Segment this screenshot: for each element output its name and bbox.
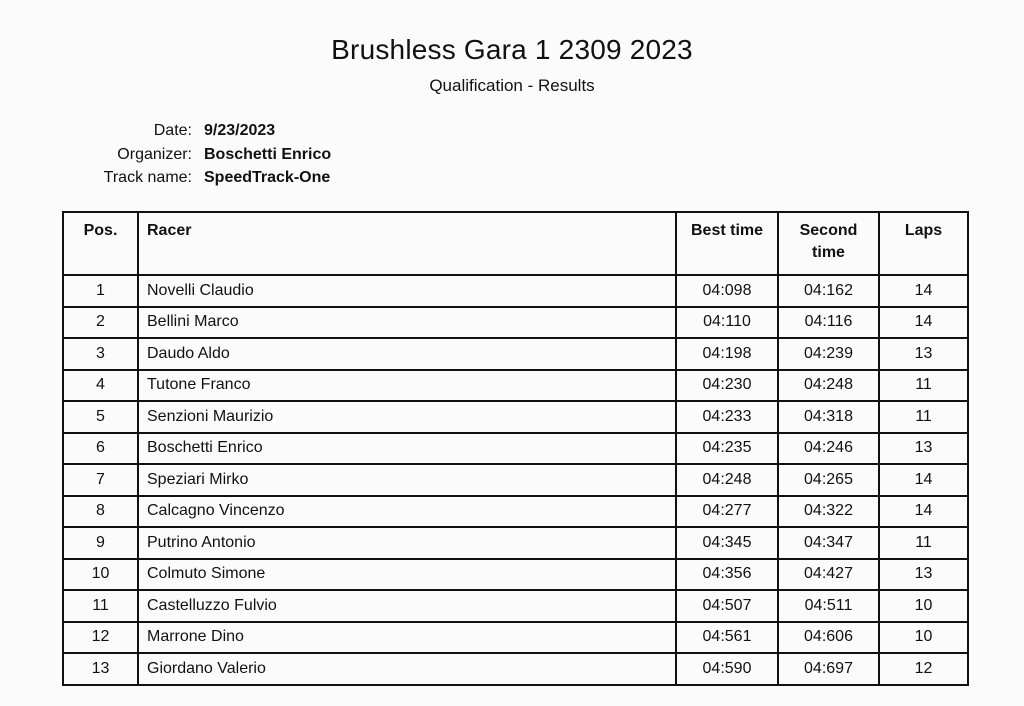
cell-best-time: 04:561 [676, 622, 778, 654]
table-header-row [63, 212, 968, 275]
organizer-value: Boschetti Enrico [204, 145, 332, 163]
cell-pos: 8 [63, 496, 138, 528]
cell-pos: 7 [63, 464, 138, 496]
cell-pos: 4 [63, 370, 138, 402]
cell-laps: 13 [879, 338, 968, 370]
second-time-line1: Second [799, 222, 858, 239]
cell-racer: Bellini Marco [138, 307, 676, 339]
cell-pos: 12 [63, 622, 138, 654]
table-row [63, 307, 968, 339]
cell-second-time: 04:239 [778, 338, 879, 370]
cell-pos: 10 [63, 559, 138, 591]
cell-laps: 14 [879, 496, 968, 528]
page-subtitle: Qualification - Results [429, 76, 595, 95]
cell-pos: 9 [63, 527, 138, 559]
track-value: SpeedTrack-One [204, 169, 331, 186]
cell-second-time: 04:606 [778, 622, 879, 654]
cell-second-time: 04:322 [778, 496, 879, 528]
cell-racer: Calcagno Vincenzo [138, 496, 676, 528]
event-info [60, 122, 331, 193]
cell-best-time: 04:507 [676, 590, 778, 622]
cell-racer: Castelluzzo Fulvio [138, 590, 676, 622]
cell-laps: 11 [879, 401, 968, 433]
cell-pos: 11 [63, 590, 138, 622]
cell-laps: 14 [879, 464, 968, 496]
cell-pos: 3 [63, 338, 138, 370]
cell-best-time: 04:098 [676, 275, 778, 307]
cell-second-time: 04:347 [778, 527, 879, 559]
cell-second-time: 04:697 [778, 653, 879, 685]
cell-laps: 14 [879, 275, 968, 307]
table-row [63, 590, 968, 622]
cell-laps: 13 [879, 433, 968, 465]
cell-best-time: 04:110 [676, 307, 778, 339]
column-header-second-time [778, 212, 879, 275]
organizer-row [60, 146, 331, 170]
cell-second-time: 04:162 [778, 275, 879, 307]
cell-laps: 10 [879, 622, 968, 654]
column-header-laps: Laps [879, 212, 968, 275]
column-header-best-time: Best time [676, 212, 778, 275]
table-row [63, 527, 968, 559]
cell-best-time: 04:198 [676, 338, 778, 370]
cell-best-time: 04:345 [676, 527, 778, 559]
table-row [63, 338, 968, 370]
date-row [60, 122, 331, 146]
cell-racer: Speziari Mirko [138, 464, 676, 496]
table-row [63, 464, 968, 496]
cell-pos: 2 [63, 307, 138, 339]
cell-second-time: 04:427 [778, 559, 879, 591]
cell-racer: Colmuto Simone [138, 559, 676, 591]
cell-pos: 6 [63, 433, 138, 465]
cell-racer: Marrone Dino [138, 622, 676, 654]
cell-laps: 13 [879, 559, 968, 591]
cell-racer: Putrino Antonio [138, 527, 676, 559]
cell-laps: 14 [879, 307, 968, 339]
cell-racer: Senzioni Maurizio [138, 401, 676, 433]
column-header-pos: Pos. [63, 212, 138, 275]
cell-second-time: 04:248 [778, 370, 879, 402]
cell-second-time: 04:116 [778, 307, 879, 339]
table-row [63, 275, 968, 307]
cell-laps: 12 [879, 653, 968, 685]
cell-best-time: 04:277 [676, 496, 778, 528]
cell-best-time: 04:356 [676, 559, 778, 591]
date-label: Date: [153, 122, 192, 139]
cell-second-time: 04:265 [778, 464, 879, 496]
cell-laps: 11 [879, 370, 968, 402]
cell-best-time: 04:235 [676, 433, 778, 465]
cell-pos: 5 [63, 401, 138, 433]
results-table [62, 211, 969, 686]
table-row [63, 370, 968, 402]
table-row [63, 622, 968, 654]
cell-pos: 1 [63, 275, 138, 307]
table-row [63, 653, 968, 685]
cell-laps: 10 [879, 590, 968, 622]
table-row [63, 401, 968, 433]
cell-best-time: 04:230 [676, 370, 778, 402]
cell-second-time: 04:511 [778, 590, 879, 622]
cell-racer: Tutone Franco [138, 370, 676, 402]
cell-laps: 11 [879, 527, 968, 559]
cell-pos: 13 [63, 653, 138, 685]
cell-racer: Novelli Claudio [138, 275, 676, 307]
cell-racer: Giordano Valerio [138, 653, 676, 685]
date-value: 9/23/2023 [204, 122, 276, 139]
cell-second-time: 04:318 [778, 401, 879, 433]
cell-racer: Boschetti Enrico [138, 433, 676, 465]
table-row [63, 559, 968, 591]
cell-best-time: 04:233 [676, 401, 778, 433]
table-row [63, 496, 968, 528]
table-row [63, 433, 968, 465]
second-time-line2: time [812, 244, 845, 261]
cell-racer: Daudo Aldo [138, 338, 676, 370]
column-header-racer: Racer [138, 212, 676, 275]
page-title: Brushless Gara 1 2309 2023 [331, 34, 693, 65]
cell-best-time: 04:590 [676, 653, 778, 685]
track-row [60, 169, 331, 193]
track-label: Track name: [103, 169, 192, 186]
organizer-label: Organizer: [117, 145, 192, 163]
cell-best-time: 04:248 [676, 464, 778, 496]
cell-second-time: 04:246 [778, 433, 879, 465]
